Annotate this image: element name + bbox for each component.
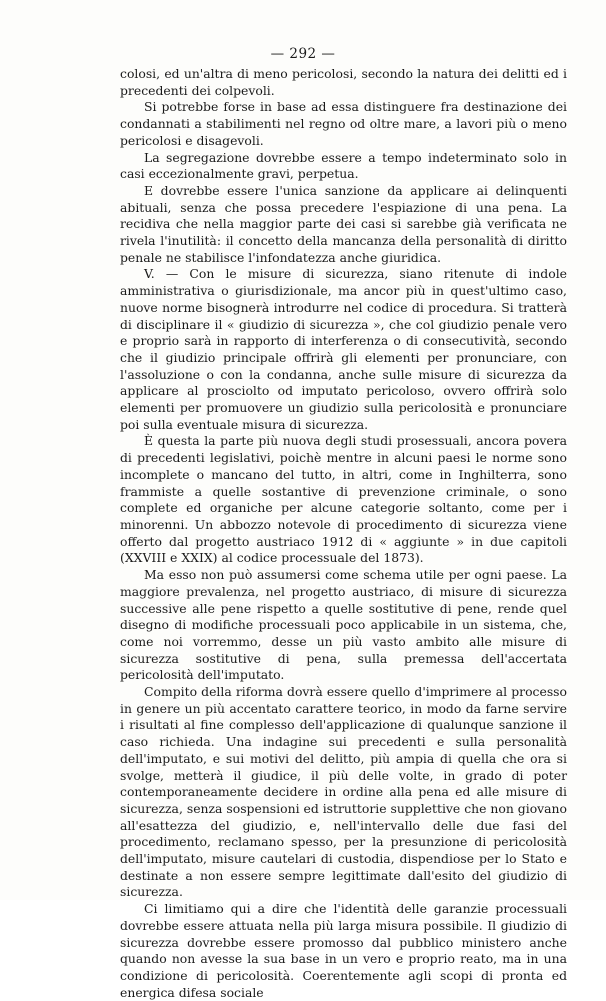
page-number: — 292 — — [270, 46, 336, 62]
paragraph: Compito della riforma dovrà essere quello d'imprimere al processo in genere un più accentato carattere teorico, in modo da farne servire i risultati al fine complesso dell'applicazione di qualunque sanzione il caso richieda. Una indagine sui precedenti e sulla personalità dell'imputato, e sui motivi del delitto, più ampia di quella che ora si svolge, metterà il giudice, il più delle volte, in grado di poter contemporaneamente decidere in ordine alla pena ed alle misure di sicurezza, senza sospensioni ed istruttorie supplettive che non giovano all'esattezza del giudizio, e, nell'intervallo delle due fasi del procedimento, reclamano spesso, per la presunzione di pericolosità dell'imputato, misure cautelari di custodia, dispendiose per lo Stato e destinate a non essere sempre legittimate dall'esito del giudizio di sicurezza. — [120, 684, 567, 900]
paragraph-continued: colosi, ed un'altra di meno pericolosi, secondo la natura dei delitti ed i precedenti dei colpevoli. — [120, 66, 567, 98]
body-text — [120, 66, 567, 1001]
paragraph: Si potrebbe forse in base ad essa distinguere fra destinazione dei condannati a stabilimenti nel regno od oltre mare, a lavori più o meno pericolosi e disagevoli. — [120, 99, 567, 148]
paragraph: La segregazione dovrebbe essere a tempo indeterminato solo in casi eccezionalmente gravi, perpetua. — [120, 149, 567, 182]
paragraph-section-v: V. — Con le misure di sicurezza, siano ritenute di indole amministrativa o giurisdizionale, ma ancor più in quest'ultimo caso, nuove norme bisognerà introdurre nel codice di procedura. Si tratterà di disciplinare il « giudizio di sicurezza », che col giudizio penale vero e proprio sarà in rapporto di interferenza o di consecutività, secondo che il giudizio principale offrirà gli elementi per pronunciare, con l'assoluzione o con la condanna, anche sulle misure di sicurezza da applicare al prosciolto od imputato pericoloso, ovvero offrirà solo elementi per promuovere un giudizio sulla pericolosità e pronunciare poi sulla eventuale misura di sicurezza. — [120, 266, 567, 432]
paragraph: È questa la parte più nuova degli studi prosessuali, ancora povera di precedenti legislativi, poichè mentre in alcuni paesi le norme sono incomplete o mancano del tutto, in altri, come in Inghilterra, sono frammiste a quelle sostantive di prevenzione criminale, o sono complete ed organiche per alcune categorie soltanto, come per i minorenni. Un abbozzo notevole di procedimento di sicurezza viene offerto dal progetto austriaco 1912 di « aggiunte » in due capitoli (XXVIII e XXIX) al codice processuale del 1873). — [120, 433, 567, 566]
paragraph: E dovrebbe essere l'unica sanzione da applicare ai delinquenti abituali, senza che possa precedere l'espiazione di una pena. La recidiva che nella maggior parte dei casi si sarebbe già verificata ne rivela l'inutilità: il concetto della mancanza della personalità di diritto penale ne stabilisce l'infondatezza anche giuridica. — [120, 182, 567, 265]
paragraph: Ci limitiamo qui a dire che l'identità delle garanzie processuali dovrebbe essere attuata nella più larga misura possibile. Il giudizio di sicurezza dovrebbe essere promosso dal pubblico ministero anche quando non avesse la sua base in un vero e proprio reato, ma in una condizione di pericolosità. Coerentemente agli scopi di pronta ed energica difesa sociale — [120, 901, 567, 1000]
paragraph: Ma esso non può assumersi come schema utile per ogni paese. La maggiore prevalenza, nel progetto austriaco, di misure di sicurezza successive alle pene rispetto a quelle sostitutive di pene, rende quel disegno di modifiche processuali poco applicabile in un sistema, che, come noi vorremmo, desse un più vasto ambito alle misure di sicurezza sostitutive di pena, sulla premessa dell'accertata pericolosità dell'imputato. — [120, 567, 567, 683]
